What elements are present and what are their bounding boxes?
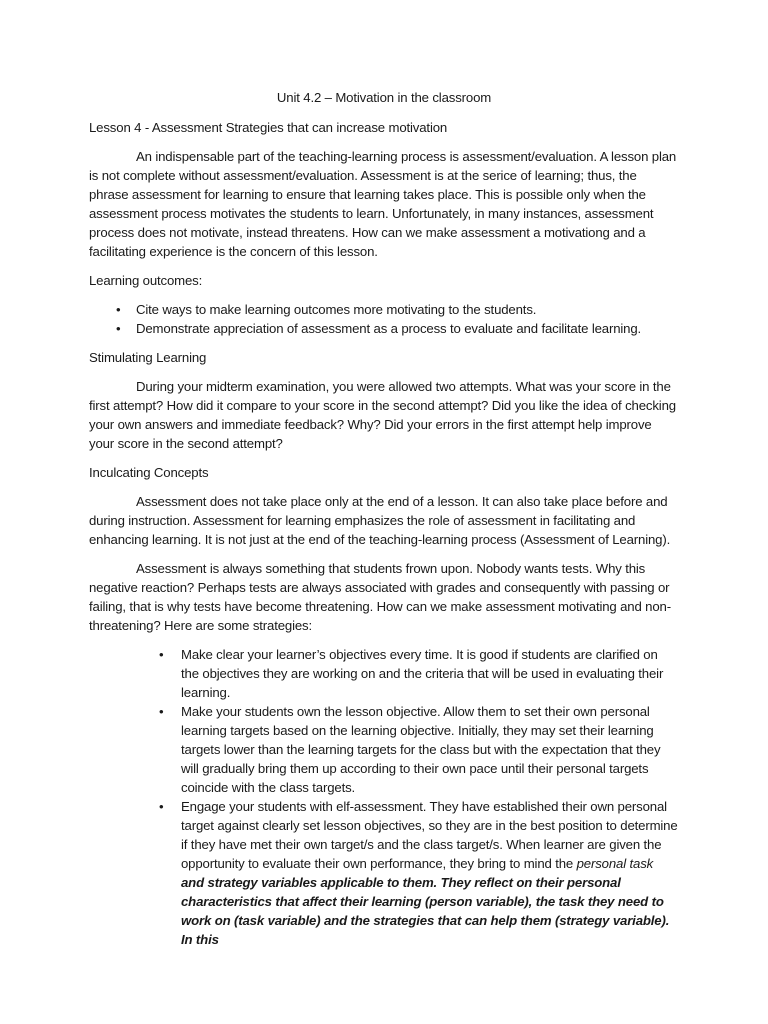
strategy-italic-text: personal task <box>576 856 654 871</box>
strategy-text: Make your students own the lesson objective. Allow them to set their own personal learning targets based on the learning objective. Initially, they may set their learning targets lower than the learning targets for the class but with the expectation that they will gradually bring them up according to their own pace until their personal targets coincide with the class targets. <box>181 704 661 795</box>
document-page <box>89 88 679 949</box>
bullet-icon: • <box>159 704 164 719</box>
bullet-icon: • <box>116 302 121 317</box>
list-item <box>116 319 679 338</box>
list-item <box>159 702 679 797</box>
list-item <box>159 797 679 949</box>
strategy-bold-italic-text: and strategy variables applicable to them. They reflect on their personal characteristics that affect their learning (person variable), the task they need to work on (task variable) and the strategies that can help them (strategy variable). In this <box>181 875 670 947</box>
learning-outcomes-list <box>89 300 679 338</box>
learning-outcomes-heading: Learning outcomes: <box>89 273 203 288</box>
unit-title: Unit 4.2 – Motivation in the classroom <box>276 90 492 105</box>
list-item <box>116 300 679 319</box>
outcome-text: Demonstrate appreciation of assessment as a process to evaluate and facilitate learning. <box>136 321 642 336</box>
strategies-list <box>89 645 679 949</box>
outcome-text: Cite ways to make learning outcomes more motivating to the students. <box>136 302 537 317</box>
strategy-text: Engage your students with elf-assessment. They have established their own personal target against clearly set lesson objectives, so they are in the best position to determine if they have met their own target/s and the class target/s. When learner are given the opportunity to evaluate their own performance, they bring to mind the <box>181 799 678 871</box>
inculcating-paragraph-2: Assessment is always something that students frown upon. Nobody wants tests. Why this negative reaction? Perhaps tests are always associated with grades and consequently with passing or failing, that is why tests have become threatening. How can we make assessment motivating and non-threatening? Here are some strategies: <box>89 561 671 633</box>
strategy-text: Make clear your learner’s objectives every time. It is good if students are clarified on the objectives they are working on and the criteria that will be used in evaluating their learning. <box>181 647 664 700</box>
intro-paragraph: An indispensable part of the teaching-learning process is assessment/evaluation. A lesson plan is not complete without assessment/evaluation. Assessment is at the serice of learning; thus, the phrase assessment for learning to ensure that learning takes place. This is possible only when the assessment process motivates the students to learn. Unfortunately, in many instances, assessment process does not motivate, instead threatens. How can we make assessment a motivationg and a facilitating experience is the concern of this lesson. <box>89 149 677 259</box>
bullet-icon: • <box>159 799 164 814</box>
bullet-icon: • <box>159 647 164 662</box>
lesson-heading: Lesson 4 - Assessment Strategies that can increase motivation <box>89 120 448 135</box>
stimulating-learning-heading: Stimulating Learning <box>89 350 207 365</box>
inculcating-paragraph-1: Assessment does not take place only at the end of a lesson. It can also take place before and during instruction. Assessment for learning emphasizes the role of assessment in facilitating and enhancing learning. It is not just at the end of the teaching-learning process (Assessment of Learning). <box>89 494 671 547</box>
stimulating-learning-paragraph: During your midterm examination, you were allowed two attempts. What was your score in the first attempt? How did it compare to your score in the second attempt? Did you like the idea of checking your own answers and immediate feedback? Why? Did your errors in the first attempt help improve your score in the second attempt? <box>89 379 676 451</box>
inculcating-concepts-heading: Inculcating Concepts <box>89 465 209 480</box>
list-item <box>159 645 679 702</box>
bullet-icon: • <box>116 321 121 336</box>
